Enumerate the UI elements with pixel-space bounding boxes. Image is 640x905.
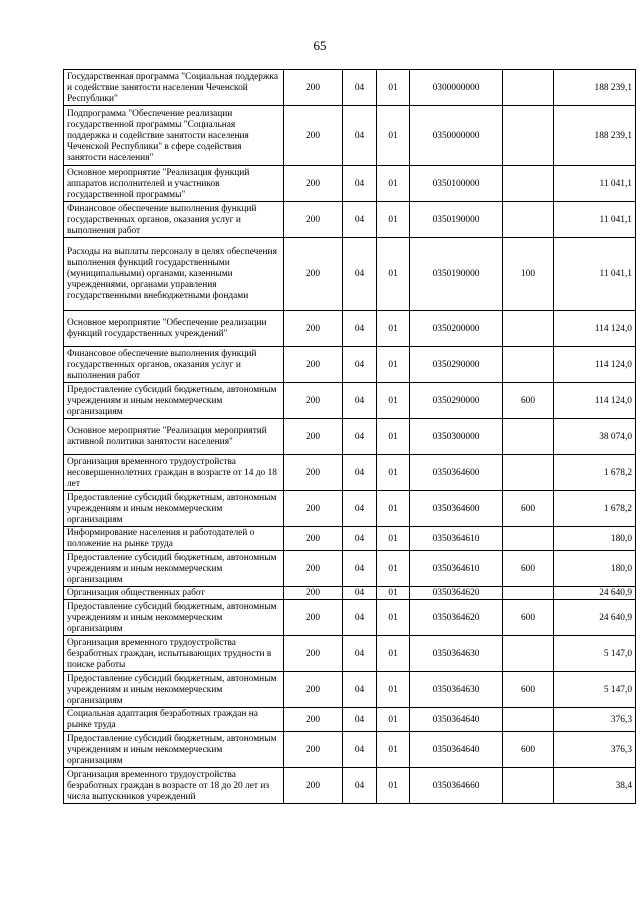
row-subsection: 01: [377, 70, 410, 106]
row-name: Предоставление субсидий бюджетным, автономным учреждениям и иным некоммерческим организациям: [64, 383, 284, 419]
row-amount: 24 640,9: [554, 587, 636, 600]
budget-table: [63, 69, 636, 804]
row-amount: 5 147,0: [554, 636, 636, 672]
row-admin-code: 200: [284, 600, 343, 636]
row-admin-code: 200: [284, 527, 343, 551]
row-amount: 11 041,1: [554, 238, 636, 311]
row-amount: 114 124,0: [554, 383, 636, 419]
row-section: 04: [343, 551, 377, 587]
row-section: 04: [343, 672, 377, 708]
row-target-code: 0350100000: [410, 166, 503, 202]
row-expense-type: [503, 347, 554, 383]
row-target-code: 0350364630: [410, 672, 503, 708]
row-target-code: 0350364620: [410, 587, 503, 600]
row-section: 04: [343, 202, 377, 238]
row-subsection: 01: [377, 672, 410, 708]
page-number: 65: [313, 38, 327, 53]
table-row: [64, 732, 636, 768]
row-expense-type: [503, 311, 554, 347]
row-subsection: 01: [377, 551, 410, 587]
table-row: [64, 166, 636, 202]
row-section: 04: [343, 527, 377, 551]
row-expense-type: 600: [503, 732, 554, 768]
row-amount: 11 041,1: [554, 202, 636, 238]
row-name: Основное мероприятие "Реализация функций аппаратов исполнителей и участников государственной программы": [64, 166, 284, 202]
row-section: 04: [343, 347, 377, 383]
row-admin-code: 200: [284, 419, 343, 455]
row-expense-type: 600: [503, 600, 554, 636]
table-row: [64, 70, 636, 106]
row-expense-type: [503, 166, 554, 202]
table-row: [64, 587, 636, 600]
table-row: [64, 238, 636, 311]
row-target-code: 0350290000: [410, 383, 503, 419]
table-row: [64, 600, 636, 636]
row-admin-code: 200: [284, 491, 343, 527]
row-amount: 5 147,0: [554, 672, 636, 708]
row-amount: 114 124,0: [554, 311, 636, 347]
row-expense-type: [503, 768, 554, 804]
row-target-code: 0350190000: [410, 238, 503, 311]
table-row: [64, 708, 636, 732]
row-admin-code: 200: [284, 238, 343, 311]
row-section: 04: [343, 70, 377, 106]
row-expense-type: [503, 419, 554, 455]
row-subsection: 01: [377, 600, 410, 636]
row-expense-type: [503, 708, 554, 732]
row-amount: 1 678,2: [554, 491, 636, 527]
row-section: 04: [343, 600, 377, 636]
table-row: [64, 672, 636, 708]
row-expense-type: 600: [503, 491, 554, 527]
row-section: 04: [343, 106, 377, 166]
row-admin-code: 200: [284, 636, 343, 672]
row-subsection: 01: [377, 587, 410, 600]
row-amount: 24 640,9: [554, 600, 636, 636]
row-name: Информирование населения и работодателей о положение на рынке труда: [64, 527, 284, 551]
row-target-code: 0350364660: [410, 768, 503, 804]
row-admin-code: 200: [284, 166, 343, 202]
budget-table-body: [64, 70, 636, 804]
row-name: Предоставление субсидий бюджетным, автономным учреждениям и иным некоммерческим организациям: [64, 600, 284, 636]
row-target-code: 0350190000: [410, 202, 503, 238]
table-row: [64, 527, 636, 551]
row-target-code: 0350364610: [410, 527, 503, 551]
row-admin-code: 200: [284, 311, 343, 347]
row-name: Финансовое обеспечение выполнения функций государственных органов, оказания услуг и выполнения работ: [64, 202, 284, 238]
row-admin-code: 200: [284, 551, 343, 587]
row-amount: 188 239,1: [554, 106, 636, 166]
row-subsection: 01: [377, 768, 410, 804]
row-admin-code: 200: [284, 106, 343, 166]
row-subsection: 01: [377, 166, 410, 202]
row-subsection: 01: [377, 238, 410, 311]
row-target-code: 0350364640: [410, 708, 503, 732]
table-row: [64, 106, 636, 166]
row-expense-type: [503, 587, 554, 600]
row-section: 04: [343, 166, 377, 202]
row-amount: 376,3: [554, 708, 636, 732]
row-admin-code: 200: [284, 732, 343, 768]
row-name: Основное мероприятие "Обеспечение реализации функций государственных учреждений": [64, 311, 284, 347]
row-admin-code: 200: [284, 708, 343, 732]
row-subsection: 01: [377, 347, 410, 383]
row-expense-type: [503, 70, 554, 106]
row-subsection: 01: [377, 732, 410, 768]
row-name: Организация временного трудоустройства безработных граждан, испытывающих трудности в поиске работы: [64, 636, 284, 672]
table-row: [64, 455, 636, 491]
row-name: Предоставление субсидий бюджетным, автономным учреждениям и иным некоммерческим организациям: [64, 732, 284, 768]
row-amount: 188 239,1: [554, 70, 636, 106]
row-section: 04: [343, 768, 377, 804]
row-name: Финансовое обеспечение выполнения функций государственных органов, оказания услуг и выполнения работ: [64, 347, 284, 383]
row-expense-type: [503, 202, 554, 238]
row-admin-code: 200: [284, 70, 343, 106]
row-name: Организация общественных работ: [64, 587, 284, 600]
row-name: Предоставление субсидий бюджетным, автономным учреждениям и иным некоммерческим организациям: [64, 672, 284, 708]
row-section: 04: [343, 636, 377, 672]
table-row: [64, 419, 636, 455]
row-amount: 376,3: [554, 732, 636, 768]
row-subsection: 01: [377, 491, 410, 527]
row-target-code: 0350364610: [410, 551, 503, 587]
table-row: [64, 491, 636, 527]
row-target-code: 0350364600: [410, 455, 503, 491]
row-section: 04: [343, 708, 377, 732]
row-section: 04: [343, 383, 377, 419]
row-target-code: 0350364640: [410, 732, 503, 768]
row-target-code: 0350300000: [410, 419, 503, 455]
row-target-code: 0350364630: [410, 636, 503, 672]
row-amount: 38 074,0: [554, 419, 636, 455]
row-name: Государственная программа "Социальная поддержка и содействие занятости населения Чеченской Республики": [64, 70, 284, 106]
row-expense-type: [503, 527, 554, 551]
row-admin-code: 200: [284, 455, 343, 491]
row-name: Основное мероприятие "Реализация мероприятий активной политики занятости населения": [64, 419, 284, 455]
row-admin-code: 200: [284, 587, 343, 600]
table-row: [64, 202, 636, 238]
row-expense-type: 600: [503, 672, 554, 708]
row-admin-code: 200: [284, 383, 343, 419]
table-row: [64, 551, 636, 587]
row-name: Социальная адаптация безработных граждан на рынке труда: [64, 708, 284, 732]
row-name: Организация временного трудоустройства безработных граждан в возрасте от 18 до 20 лет из числа выпускников учреждений: [64, 768, 284, 804]
row-name: Организация временного трудоустройства несовершеннолетних граждан в возрасте от 14 до 18 лет: [64, 455, 284, 491]
row-admin-code: 200: [284, 202, 343, 238]
row-amount: 1 678,2: [554, 455, 636, 491]
row-name: Предоставление субсидий бюджетным, автономным учреждениям и иным некоммерческим организациям: [64, 491, 284, 527]
table-row: [64, 383, 636, 419]
table-row: [64, 768, 636, 804]
table-row: [64, 347, 636, 383]
row-subsection: 01: [377, 708, 410, 732]
row-admin-code: 200: [284, 672, 343, 708]
row-amount: 38,4: [554, 768, 636, 804]
row-target-code: 0350364600: [410, 491, 503, 527]
row-admin-code: 200: [284, 347, 343, 383]
row-target-code: 0350000000: [410, 106, 503, 166]
row-amount: 180,0: [554, 527, 636, 551]
row-section: 04: [343, 732, 377, 768]
row-section: 04: [343, 311, 377, 347]
row-subsection: 01: [377, 106, 410, 166]
row-subsection: 01: [377, 202, 410, 238]
row-subsection: 01: [377, 636, 410, 672]
row-section: 04: [343, 491, 377, 527]
row-expense-type: [503, 455, 554, 491]
row-section: 04: [343, 419, 377, 455]
row-amount: 11 041,1: [554, 166, 636, 202]
row-subsection: 01: [377, 527, 410, 551]
row-name: Расходы на выплаты персоналу в целях обеспечения выполнения функций государственными (муниципальными) органами, казенными учреждениями, органами управления государственными внебюджетными фондами: [64, 238, 284, 311]
row-target-code: 0350364620: [410, 600, 503, 636]
row-name: Предоставление субсидий бюджетным, автономным учреждениям и иным некоммерческим организациям: [64, 551, 284, 587]
table-row: [64, 636, 636, 672]
row-section: 04: [343, 455, 377, 491]
row-admin-code: 200: [284, 768, 343, 804]
row-amount: 180,0: [554, 551, 636, 587]
row-section: 04: [343, 587, 377, 600]
row-expense-type: [503, 636, 554, 672]
row-amount: 114 124,0: [554, 347, 636, 383]
row-subsection: 01: [377, 419, 410, 455]
row-target-code: 0300000000: [410, 70, 503, 106]
row-subsection: 01: [377, 455, 410, 491]
row-expense-type: 100: [503, 238, 554, 311]
table-row: [64, 311, 636, 347]
row-subsection: 01: [377, 383, 410, 419]
row-target-code: 0350200000: [410, 311, 503, 347]
row-target-code: 0350290000: [410, 347, 503, 383]
row-name: Подпрограмма "Обеспечение реализации государственной программы "Социальная поддержка и содействие занятости населения Чеченской Республики" в сфере содействия занятости населения": [64, 106, 284, 166]
row-section: 04: [343, 238, 377, 311]
row-expense-type: 600: [503, 551, 554, 587]
row-subsection: 01: [377, 311, 410, 347]
row-expense-type: 600: [503, 383, 554, 419]
row-expense-type: [503, 106, 554, 166]
